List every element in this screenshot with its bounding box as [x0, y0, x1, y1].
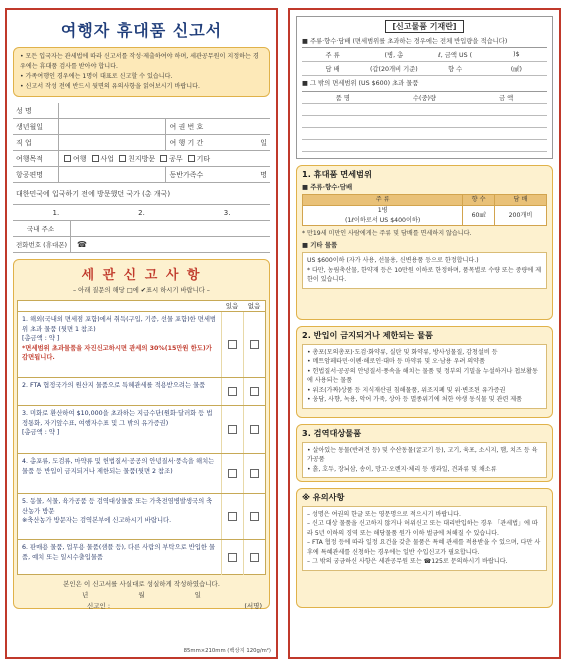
no-header: 없음 [247, 302, 261, 310]
yes-checkbox[interactable] [228, 340, 237, 349]
question-table [17, 300, 266, 575]
declaration-text: 본인은 이 신고서를 사실대로 성실하게 작성하였습니다. [63, 580, 220, 588]
alcohol-line: ■ 주류·향수·담배 (면세범위를 초과하는 경우에는 전체 반입량을 적습니다) [302, 38, 508, 45]
no-checkbox[interactable] [250, 425, 259, 434]
visited-label: 대한민국에 입국하기 전에 방문했던 국가 (총 개국) [16, 189, 171, 198]
no-checkbox[interactable] [250, 512, 259, 521]
caution-item: – 그 밖의 궁금하신 사항은 세관공무원 또는 ☎125로 문의하시기 바랍니다. [307, 558, 508, 565]
size-note: 85mm×210mm (백상지 120g/m²) [183, 648, 271, 654]
question-row [18, 311, 265, 377]
purpose-checkbox[interactable] [188, 155, 195, 162]
signer-label: 신고인 : [87, 602, 111, 610]
purpose-checkbox[interactable] [119, 155, 126, 162]
date-line[interactable]: 년 월 일 [82, 591, 201, 599]
other-goods-entry[interactable] [302, 116, 547, 128]
job-label: 직 업 [13, 135, 59, 150]
passport-label: 여 권 번 호 [165, 119, 219, 134]
visited-num: 2. [138, 208, 145, 217]
question-header [18, 301, 265, 311]
purpose-option: 기타 [196, 154, 211, 163]
birth-passport-row [13, 119, 270, 135]
yes-checkbox[interactable] [228, 469, 237, 478]
yes-checkbox[interactable] [228, 425, 237, 434]
other-goods-entry[interactable] [302, 104, 547, 116]
no-checkbox[interactable] [250, 340, 259, 349]
notice-line: • 신고서 작성 전에 반드시 뒷면의 유의사항을 읽어보시기 바랍니다. [20, 83, 200, 90]
prohibited-item: • 메트암페타민·이펜·해로인·대마 등 마약류 및 오·남용 우려 의약품 [307, 358, 485, 365]
phone-row[interactable] [13, 237, 270, 253]
caution-item: – 신고 대상 물품을 신고하지 않거나 허위신고 또는 대리반입하는 경우 「관세법」에 따라 5년 이하의 징역 또는 해당물품 원가 이하 벌금에 처해질 수 있습니다. [307, 520, 538, 537]
form-title: 여행자 휴대품 신고서 [60, 21, 223, 40]
alcohol-row[interactable]: 주 류 (병, 총 ℓ, 금액 US ( )$ [302, 48, 547, 62]
yes-checkbox[interactable] [228, 387, 237, 396]
quarantine-item: • 살아있는 동물(반려견 등) 및 수산동물(굴고기 등), 고기, 육포, 소시지, 햄, 치즈 등 육가공품 [307, 446, 538, 463]
job-field[interactable] [59, 135, 165, 150]
family-label: 동반가족수 [165, 167, 219, 182]
question-row [18, 453, 265, 493]
traveler-info-form [13, 103, 270, 253]
declaration-form-back [288, 8, 561, 659]
question-text: 2. FTA 협정국가의 원산지 물품으로 특혜관세를 적용받으려는 물품 [22, 382, 206, 389]
purpose-option: 친지방문 [128, 154, 156, 163]
prohibited-item: • 웅담, 사향, 녹용, 악어 가죽, 상아 등 멸종위기에 처한 야생 동식물 및 관련 제품 [307, 396, 523, 403]
flight-field[interactable] [59, 167, 165, 182]
section-title: 2. 반입이 금지되거나 제한되는 물품 [302, 330, 433, 340]
no-checkbox[interactable] [250, 387, 259, 396]
caution-item: – 성명은 여권의 한글 또는 영문명으로 적으시기 바랍니다. [307, 510, 461, 518]
customs-subtitle: – 아래 질문의 해당 □에 ✔표시 하시기 바랍니다 – [73, 287, 210, 294]
notice-line: • 가족여행인 경우에는 1명이 대표로 신고할 수 있습니다. [20, 73, 173, 80]
yes-checkbox[interactable] [228, 553, 237, 562]
address-row[interactable] [13, 221, 270, 237]
declaration-statement [17, 579, 266, 612]
prohibited-item: • 위조(가짜)상품 등 지식재산권 침해물품, 위조지폐 및 위·변조된 유가증권 [307, 386, 506, 394]
passport-field[interactable] [165, 119, 271, 134]
item-entry-title: [신고물품 기재란] [385, 20, 463, 33]
alcohol-grid [302, 47, 547, 76]
job-period-row [13, 135, 270, 151]
prohibited-item: • 헌법질서·공공의 안녕질서·풍속을 해치는 물품 및 정부의 기밀을 누설하거나 첩보활동에 사용되는 물품 [307, 367, 538, 384]
purpose-checkbox[interactable] [64, 155, 71, 162]
visited-num: 3. [223, 208, 231, 217]
visited-row[interactable] [13, 183, 270, 205]
other-goods-grid [302, 91, 547, 152]
other-goods-entry[interactable] [302, 128, 547, 140]
prohibited-item: • 총포(모의총포)·도검·화약류, 실탄 및 화약류, 방사성물질, 감청설비 등 [307, 348, 498, 356]
section-title: ※ 유의사항 [302, 492, 345, 502]
purpose-row [13, 151, 270, 167]
other-goods-entry[interactable] [302, 140, 547, 152]
purpose-options [59, 151, 270, 166]
name-label: 성 명 [13, 103, 59, 118]
purpose-option: 사업 [100, 154, 115, 163]
quarantine-item: • 흙, 호두, 장뇌삼, 송이, 망고·오렌지·체리 등 생과일, 견과류 및 채소류 [307, 465, 497, 473]
caution-item: – FTA 협정 등에 따라 일정 요건을 갖춘 물품은 특혜 관세를 적용받을 수 있으며, 다만 사후에 특혜관세를 신청하는 경우에는 일반 수입신고가 필요합니다. [307, 539, 541, 556]
period-label: 여 행 기 간 [165, 135, 219, 150]
item-entry-box [296, 16, 553, 159]
phone-label: 전화번호 (휴대폰) [13, 237, 71, 252]
birth-field[interactable] [59, 119, 165, 134]
address-label: 국내 주소 [13, 221, 71, 236]
tobacco-row[interactable]: 담 배 (갑(20개비 기준) 향 수 (㎖) [302, 62, 547, 76]
section-title: 1. 휴대품 면세범위 [302, 169, 372, 179]
name-row[interactable] [13, 103, 270, 119]
notice-box [13, 47, 270, 97]
birth-label: 생년월일 [13, 119, 59, 134]
sign-label: (서명) [244, 602, 262, 610]
purpose-checkbox[interactable] [160, 155, 167, 162]
question-text: 1. 해외(국내외 면세점 포함)에서 취득(구입, 기증, 선물 포함)한 면세범위 초과 물품 (뒷면 1 참조) [총금액 : 약 ] *면세범위 초과물품을 자진신고하시면 관세의 30%(15만원 한도)가 감면됩니다. [22, 316, 217, 362]
section-title: 3. 검역대상물품 [302, 428, 362, 438]
question-text: 6. 판매용 물품, 업무용 물품(샘플 등), 다른 사람의 부탁으로 반입한 물품, 예치 또는 일시수출입물품 [22, 544, 216, 561]
visited-num: 1. [52, 208, 60, 217]
visited-countries-row[interactable] [13, 205, 270, 221]
phone-icon: ☎ [77, 240, 87, 249]
no-checkbox[interactable] [250, 553, 259, 562]
question-row [18, 539, 265, 575]
signature-line[interactable] [17, 601, 266, 612]
question-row [18, 405, 265, 453]
question-row [18, 377, 265, 405]
purpose-option: 여행 [73, 154, 87, 163]
declaration-form-front [5, 8, 278, 659]
flight-label: 항공편명 [13, 167, 59, 182]
yes-checkbox[interactable] [228, 512, 237, 521]
flight-family-row [13, 167, 270, 183]
question-text: 5. 동물, 식물, 육가공품 등 검역대상물품 또는 가축전염병발생국의 축산농가 방문 ※축산농가 방문자는 검역본부에 신고하시기 바랍니다. [22, 498, 213, 525]
question-text: 3. 미화로 환산하여 $10,000을 초과하는 지급수단(원화·달러화 등 법정통화, 자기앞수표, 여행자수표 및 그 밖의 유가증권) [총금액 : 약 ] [22, 410, 213, 437]
customs-declaration-box [13, 259, 270, 609]
period-unit: 일 [260, 138, 267, 147]
purpose-checkbox[interactable] [92, 155, 99, 162]
duty-free-section: 1. 휴대품 면세범위 ■ 주류·향수·담배 주 류 향 수 담 배 1병 (1ℓ이하로서 US $400이하) 60㎖ 200개비 * 만19세 미만인 사람에게는 주류 및 담배를 면세하지 않습니다. ■ 기타 물품 US $600이하 (자가 사용, 선물용, 신변용품 등으로 한정합니다.) * 다만, 농림축산물, 한약재 등은 10만원 이하로 한정하며, 품목별로 수량 또는 중량에 제한이 있습니다. [296, 165, 553, 320]
purpose-label: 여행목적 [13, 151, 59, 166]
customs-title: 세 관 신 고 사 항 [81, 268, 202, 283]
period-field[interactable] [165, 135, 271, 150]
other-goods-line: ■ 그 밖의 면세범위 (US $600) 초과 물품 [302, 80, 419, 87]
quarantine-section [296, 424, 553, 482]
other-goods-header: 품 명 수(중)량 금 액 [302, 92, 547, 104]
family-unit: 명 [260, 170, 267, 179]
notice-line: • 모든 입국자는 관세법에 따라 신고서를 작성·제출하여야 하며, 세관공무원이 지정하는 경우에는 휴대품 검사를 받아야 합니다. [20, 53, 259, 70]
question-text: 4. 총포류, 도검류, 마약류 및 헌법질서·공공의 안녕질서·풍속을 해치는 물품 등 반입이 금지되거나 제한되는 물품(뒷면 2 참조) [22, 458, 215, 475]
question-row [18, 493, 265, 539]
prohibited-section [296, 326, 553, 418]
caution-section [296, 488, 553, 608]
yes-header: 있음 [225, 302, 239, 310]
duty-free-table: 주 류 향 수 담 배 1병 (1ℓ이하로서 US $400이하) 60㎖ 200개비 [302, 194, 547, 226]
purpose-option: 공무 [169, 154, 183, 163]
family-field[interactable] [165, 167, 271, 182]
no-checkbox[interactable] [250, 469, 259, 478]
